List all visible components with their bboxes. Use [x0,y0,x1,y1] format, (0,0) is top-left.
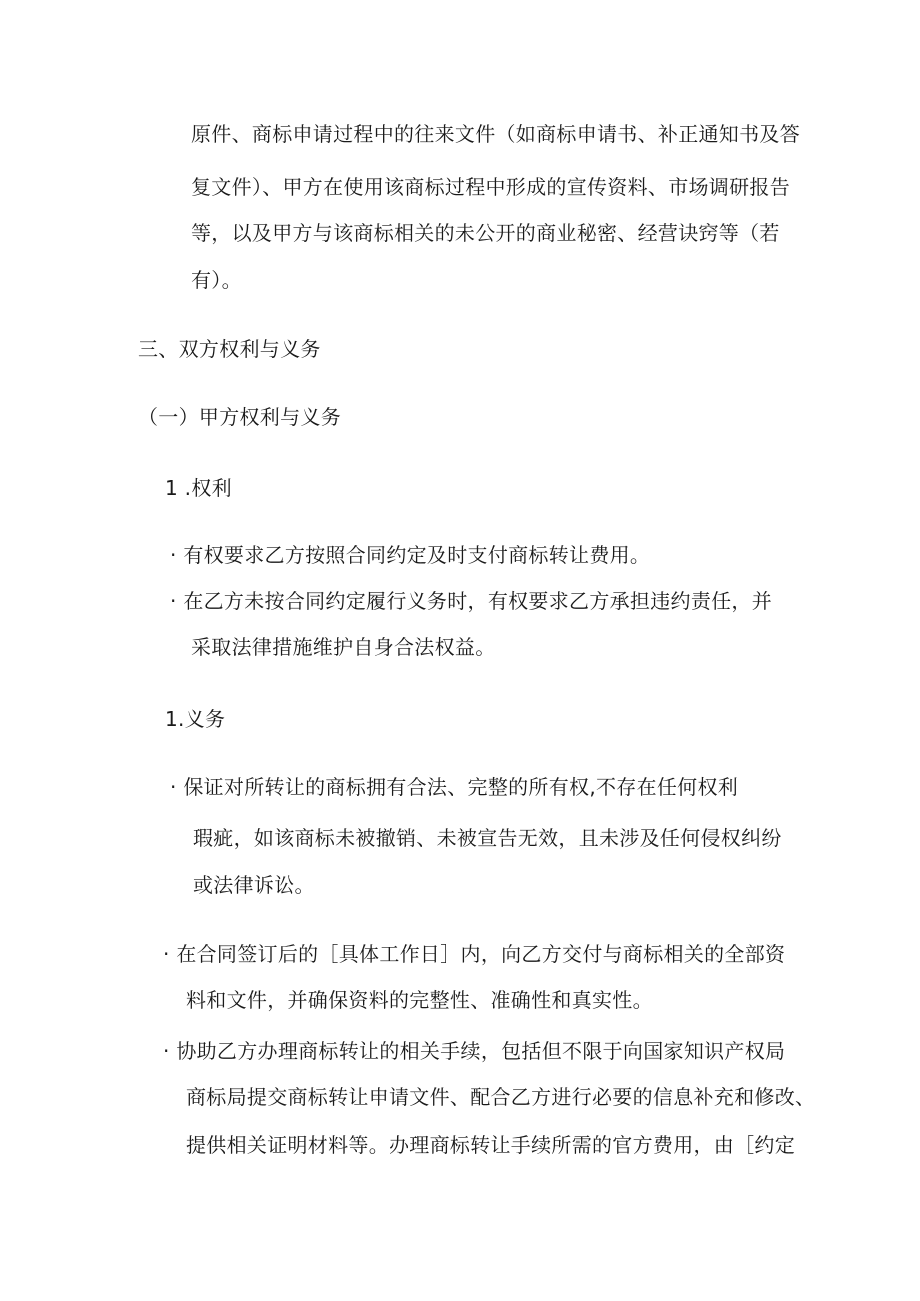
bullet-continuation: 采取法律措施维护自身合法权益。 [191,635,496,659]
bullet-item: · 协助乙方办理商标转让的相关手续，包括但不限于向国家知识产权局 [163,1039,786,1063]
paragraph-line: 等，以及甲方与该商标相关的未公开的商业秘密、经营诀窍等（若 [191,221,780,245]
bullet-continuation: 料和文件，并确保资料的完整性、准确性和真实性。 [186,988,653,1012]
section-heading: 三、双方权利与义务 [138,337,321,361]
paragraph-line: 有）。 [191,268,242,292]
bullet-item: · 有权要求乙方按照合同约定及时支付商标转让费用。 [170,543,651,567]
paragraph-line: 原件、商标申请过程中的往来文件（如商标申请书、补正通知书及答 [191,122,800,146]
bullet-item: · 在乙方未按合同约定履行义务时，有权要求乙方承担违约责任，并 [170,589,773,613]
item-heading: 1.义务 [165,707,226,731]
bullet-item: · 在合同签订后的［具体工作日］内，向乙方交付与商标相关的全部资 [163,942,786,966]
bullet-continuation: 提供相关证明材料等。办理商标转让手续所需的官方费用，由［约定 [186,1133,795,1157]
bullet-continuation: 或法律诉讼。 [193,873,315,897]
item-heading: 1 .权利 [165,476,232,500]
bullet-continuation: 瑕疵，如该商标未被撤销、未被宣告无效，且未涉及任何侵权纠纷 [193,826,782,850]
bullet-continuation: 商标局提交商标转让申请文件、配合乙方进行必要的信息补充和修改、 [186,1085,816,1109]
bullet-item: · 保证对所转让的商标拥有合法、完整的所有权,不存在任何权利 [170,775,739,799]
subsection-heading: （一）甲方权利与义务 [138,405,341,429]
paragraph-line: 复文件）、甲方在使用该商标过程中形成的宣传资料、市场调研报告 [191,175,790,199]
